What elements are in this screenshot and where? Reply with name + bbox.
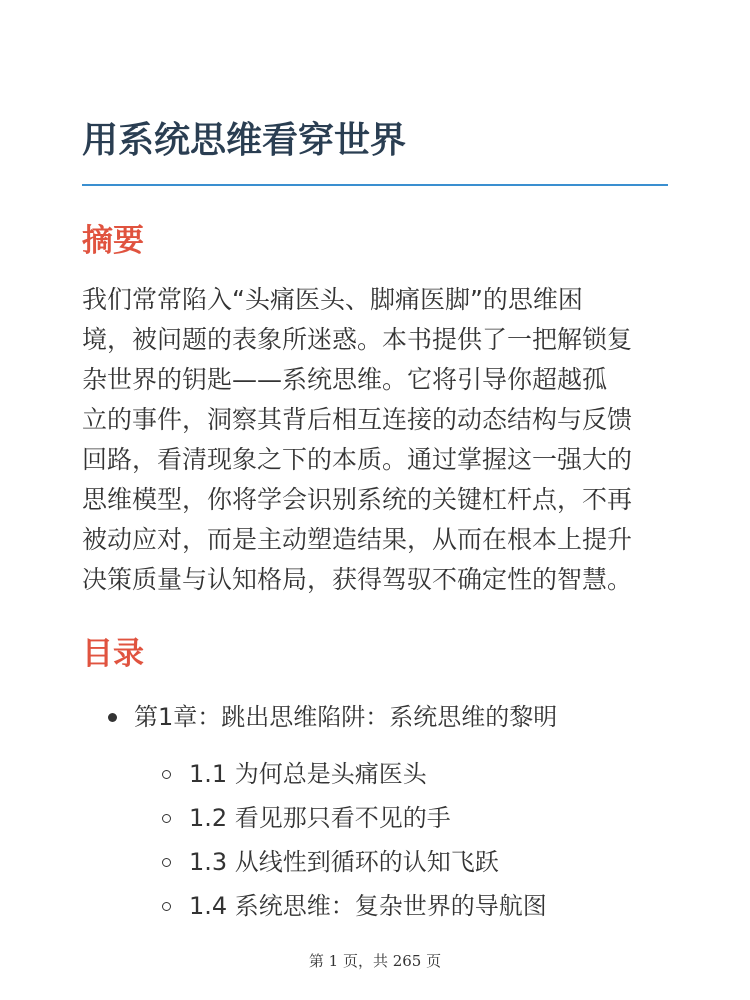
title-divider <box>82 184 668 186</box>
summary-line: 思维模型，你将学会识别系统的关键杠杆点，不再 <box>82 485 633 514</box>
summary-line: 决策质量与认知格局，获得驾驭不确定性的智慧。 <box>82 565 633 594</box>
toc-section-item <box>162 884 547 928</box>
toc-section-item <box>162 796 547 840</box>
summary-heading: 摘要 <box>82 223 144 259</box>
toc-section-label: 1.4 系统思维：复杂世界的导航图 <box>189 892 547 920</box>
summary-line: 回路，看清现象之下的本质。通过掌握这一强大的 <box>82 445 633 474</box>
toc-heading: 目录 <box>82 636 144 672</box>
page-number-footer: 第 1 页，共 265 页 <box>308 952 442 970</box>
toc-section-item <box>162 752 547 796</box>
summary-line: 境，被问题的表象所迷惑。本书提供了一把解锁复 <box>82 325 633 354</box>
summary-line: 立的事件，洞察其背后相互连接的动态结构与反馈 <box>82 405 633 434</box>
hollow-bullet-icon <box>162 858 171 867</box>
toc-section-label: 1.1 为何总是头痛医头 <box>189 760 427 788</box>
summary-line: 被动应对，而是主动塑造结果，从而在根本上提升 <box>82 525 633 554</box>
summary-line: 我们常常陷入“头痛医头、脚痛医脚”的思维困 <box>82 285 583 314</box>
filled-bullet-icon <box>108 713 117 722</box>
toc-section-item <box>162 840 547 884</box>
toc-section-label: 1.2 看见那只看不见的手 <box>189 804 451 832</box>
summary-paragraph <box>82 280 682 600</box>
toc-section-list <box>162 752 547 928</box>
toc-section-label: 1.3 从线性到循环的认知飞跃 <box>189 848 499 876</box>
summary-line: 杂世界的钥匙——系统思维。它将引导你超越孤 <box>82 365 608 394</box>
document-title: 用系统思维看穿世界 <box>82 120 407 161</box>
hollow-bullet-icon <box>162 814 171 823</box>
hollow-bullet-icon <box>162 902 171 911</box>
hollow-bullet-icon <box>162 770 171 779</box>
toc-chapter-item <box>108 698 557 736</box>
toc-chapter-label: 第1章：跳出思维陷阱：系统思维的黎明 <box>134 703 558 731</box>
